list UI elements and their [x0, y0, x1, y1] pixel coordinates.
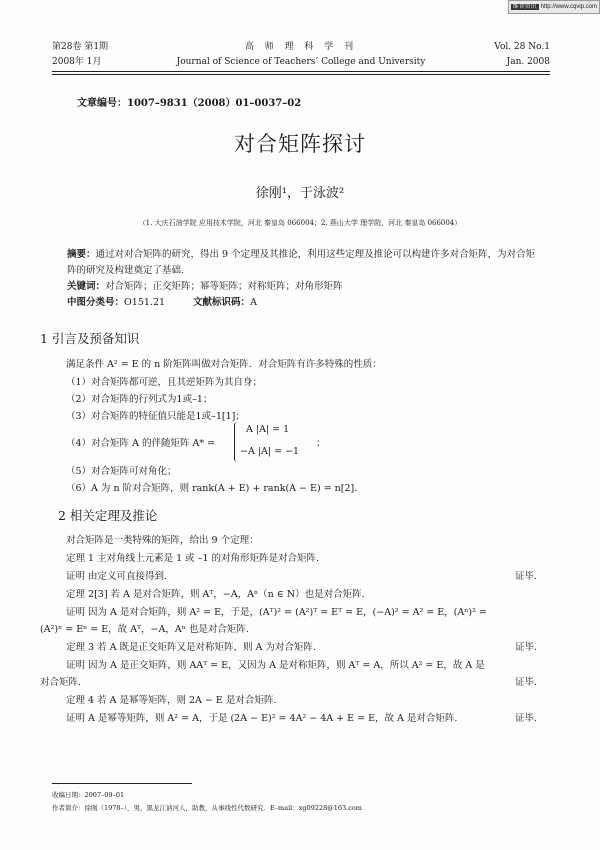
theorem-3: 定理 3 若 A 既是正交矩阵又是对称矩阵，则 A 为对合矩阵.	[66, 642, 316, 653]
qed-3: 证毕.	[515, 677, 538, 688]
proof-4: 证明 A 是幂等矩阵，则 A² = A，于是 (2A − E)² = 4A² − 4A + E = E，故 A 是对合矩阵.	[66, 713, 458, 724]
theorem-1: 定理 1 主对角线上元素是 1 或 –1 的对角形矩阵是对合矩阵.	[66, 553, 320, 564]
journal-name-cn: 高 师 理 科 学 刊	[244, 42, 358, 52]
qed-4: 证毕.	[515, 713, 538, 724]
authors: 徐刚¹，于泳波²	[255, 186, 345, 201]
doc-code-label: 文献标识码：	[193, 297, 251, 308]
header-rule-thick	[52, 71, 550, 72]
abstract-block	[67, 247, 537, 311]
qed-1: 证毕.	[515, 571, 538, 582]
abstract-label: 摘要：	[67, 249, 96, 260]
theorem-2: 定理 2[3] 若 A 是对合矩阵，则 Aᵀ，−A，Aⁿ（n ∈ N）也是对合矩阵.	[66, 589, 365, 600]
property-4: （4）对合矩阵 A 的伴随矩阵 A* =	[66, 438, 216, 449]
footnote-rule	[52, 783, 192, 784]
adjugate-case-1: A |A| = 1	[246, 424, 290, 435]
property-3: （3）对合矩阵的特征值只能是1或–1[1]；	[66, 411, 245, 422]
journal-header	[52, 40, 550, 74]
clc-label: 中图分类号：	[67, 297, 125, 308]
abstract	[67, 247, 537, 279]
keywords	[67, 279, 537, 295]
proof-1: 证明 由定义可直接得到.	[66, 571, 168, 582]
date-en: Jan. 2008	[506, 57, 550, 67]
proof-3-line-2: 对合矩阵.	[40, 677, 82, 688]
journal-name-en: Journal of Science of Teachers’ College and University	[176, 57, 426, 67]
article-number: 文章编号：1007–9831（2008）01–0037–02	[77, 98, 302, 109]
affiliations: （1. 大庆石油学院 应用技术学院，河北 秦皇岛 066004；2. 燕山大学 理学院，河北 秦皇岛 066004）	[138, 219, 462, 227]
abstract-text: 通过对对合矩阵的研究，得出 9 个定理及其推论，利用这些定理及推论可以构建许多对合矩阵，为对合矩阵的研究及构建奠定了基础.	[67, 249, 536, 276]
property-6: （6）A 为 n 阶对合矩阵，则 rank(A + E) + rank(A − E) = n[2].	[66, 483, 358, 494]
received-date: 收稿日期：2007–09–01	[52, 791, 125, 799]
doc-code-value: A	[250, 297, 257, 308]
volume-en: Vol. 28 No.1	[494, 42, 550, 52]
keywords-text: 对合矩阵；正交矩阵；幂等矩阵；对称矩阵；对角形矩阵	[105, 281, 343, 292]
qed-2: 证毕.	[515, 642, 538, 653]
property-1: （1）对合矩阵都可逆，且其逆矩阵为其自身；	[66, 377, 263, 388]
keywords-label: 关键词：	[67, 281, 106, 292]
section2-heading: 2 相关定理及推论	[58, 508, 158, 523]
section2-intro: 对合矩阵是一类特殊的矩阵，给出 9 个定理：	[66, 535, 259, 546]
adjugate-semicolon: ；	[316, 438, 326, 449]
watermark	[508, 0, 600, 14]
proof-2-line-2: (A²)ⁿ = Eⁿ = E，故 Aᵀ，−A，Aⁿ 也是对合矩阵.	[40, 624, 249, 635]
theorem-4: 定理 4 若 A 是幂等矩阵，则 2A − E 是对合矩阵.	[66, 695, 277, 706]
paper-title: 对合矩阵探讨	[234, 132, 366, 156]
date-cn: 2008年 1月	[52, 57, 102, 67]
clc-value: O151.21	[124, 297, 166, 308]
adjugate-case-2: −A |A| = −1	[240, 446, 300, 457]
property-5: （5）对合矩阵可对角化；	[66, 466, 177, 477]
section1-intro: 满足条件 A² = E 的 n 阶矩阵叫做对合矩阵．对合矩阵有许多特殊的性质：	[66, 359, 382, 370]
author-info: 作者简介：徐刚（1978–），男，黑龙江讷河人，助教，从事线性代数研究．E–mail：xg09228@163.com	[52, 804, 362, 812]
property-2: （2）对合矩阵的行列式为1或–1；	[66, 394, 213, 405]
volume-cn: 第28卷 第1期	[52, 42, 109, 52]
proof-3-line-1: 证明 因为 A 是正交矩阵，则 AAᵀ = E，又因为 A 是对称矩阵，则 Aᵀ = A，所以 A² = E，故 A 是	[66, 660, 485, 671]
watermark-label: 维普资讯	[512, 4, 537, 10]
header-rule-thin	[52, 74, 550, 75]
section1-heading: 1 引言及预备知识	[40, 331, 140, 346]
watermark-url[interactable]: http://www.cqvip.com	[540, 4, 597, 10]
classification	[67, 295, 537, 311]
proof-2-line-1: 证明 因为 A 是对合矩阵，则 A² = E，于是，(Aᵀ)² = (A²)ᵀ = Eᵀ = E，(−A)² = A² = E，(Aⁿ)² =	[66, 607, 487, 618]
